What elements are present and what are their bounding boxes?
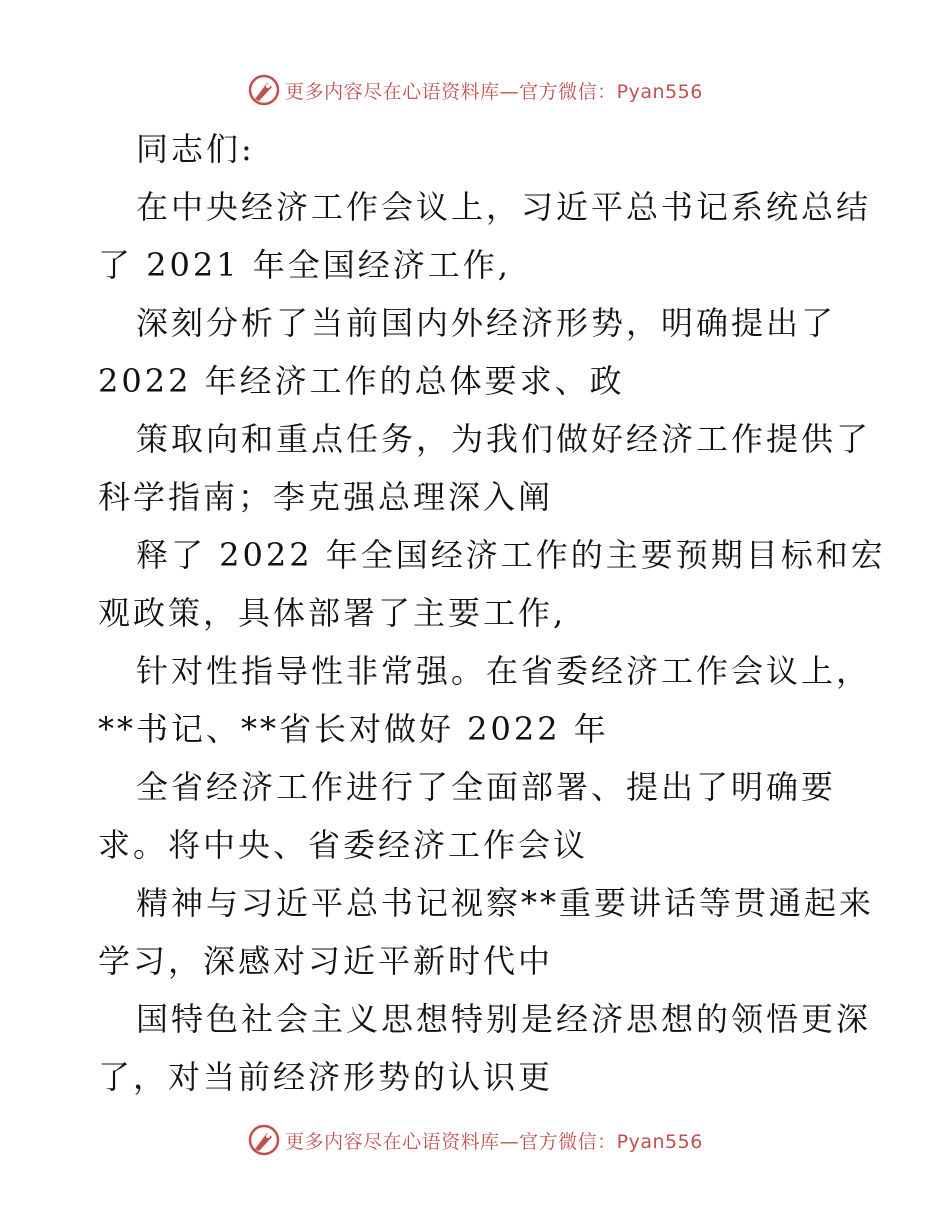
text-line: 全省经济工作进行了全面部署、提出了明确要 <box>136 768 837 806</box>
document-body <box>98 120 886 1106</box>
text-line: 针对性指导性非常强。在省委经济工作会议上， <box>136 652 872 690</box>
header-banner <box>0 70 950 110</box>
text-line: 同志们: <box>136 130 255 168</box>
text-line: 学习，深感对习近平新时代中 <box>98 942 554 980</box>
footer-banner <box>0 1120 950 1160</box>
text-line: 释了 2022 年全国经济工作的主要预期目标和宏 <box>136 536 886 574</box>
text-line: 观政策，具体部署了主要工作, <box>98 594 567 632</box>
header-banner-text: 更多内容尽在心语资料库—官方微信：Pyan556 <box>285 80 703 103</box>
text-line: 国特色社会主义思想特别是经济思想的领悟更深 <box>136 1000 872 1038</box>
text-line: **书记、**省长对做好 2022 年 <box>98 710 609 748</box>
pen-nib-logo-icon <box>247 73 281 107</box>
pen-nib-logo-icon <box>247 1123 281 1157</box>
text-line: 在中央经济工作会议上，习近平总书记系统总结 <box>136 188 872 226</box>
text-line: 2022 年经济工作的总体要求、政 <box>98 362 625 400</box>
text-line: 求。将中央、省委经济工作会议 <box>98 826 589 864</box>
text-line: 策取向和重点任务，为我们做好经济工作提供了 <box>136 420 872 458</box>
text-line: 精神与习近平总书记视察**重要讲话等贯通起来 <box>136 884 875 922</box>
text-line: 科学指南；李克强总理深入阐 <box>98 478 554 516</box>
footer-banner-text: 更多内容尽在心语资料库—官方微信：Pyan556 <box>285 1130 703 1153</box>
text-line: 了，对当前经济形势的认识更 <box>98 1058 554 1096</box>
text-line: 深刻分析了当前国内外经济形势，明确提出了 <box>136 304 837 342</box>
text-line: 了 2021 年全国经济工作, <box>98 246 511 284</box>
